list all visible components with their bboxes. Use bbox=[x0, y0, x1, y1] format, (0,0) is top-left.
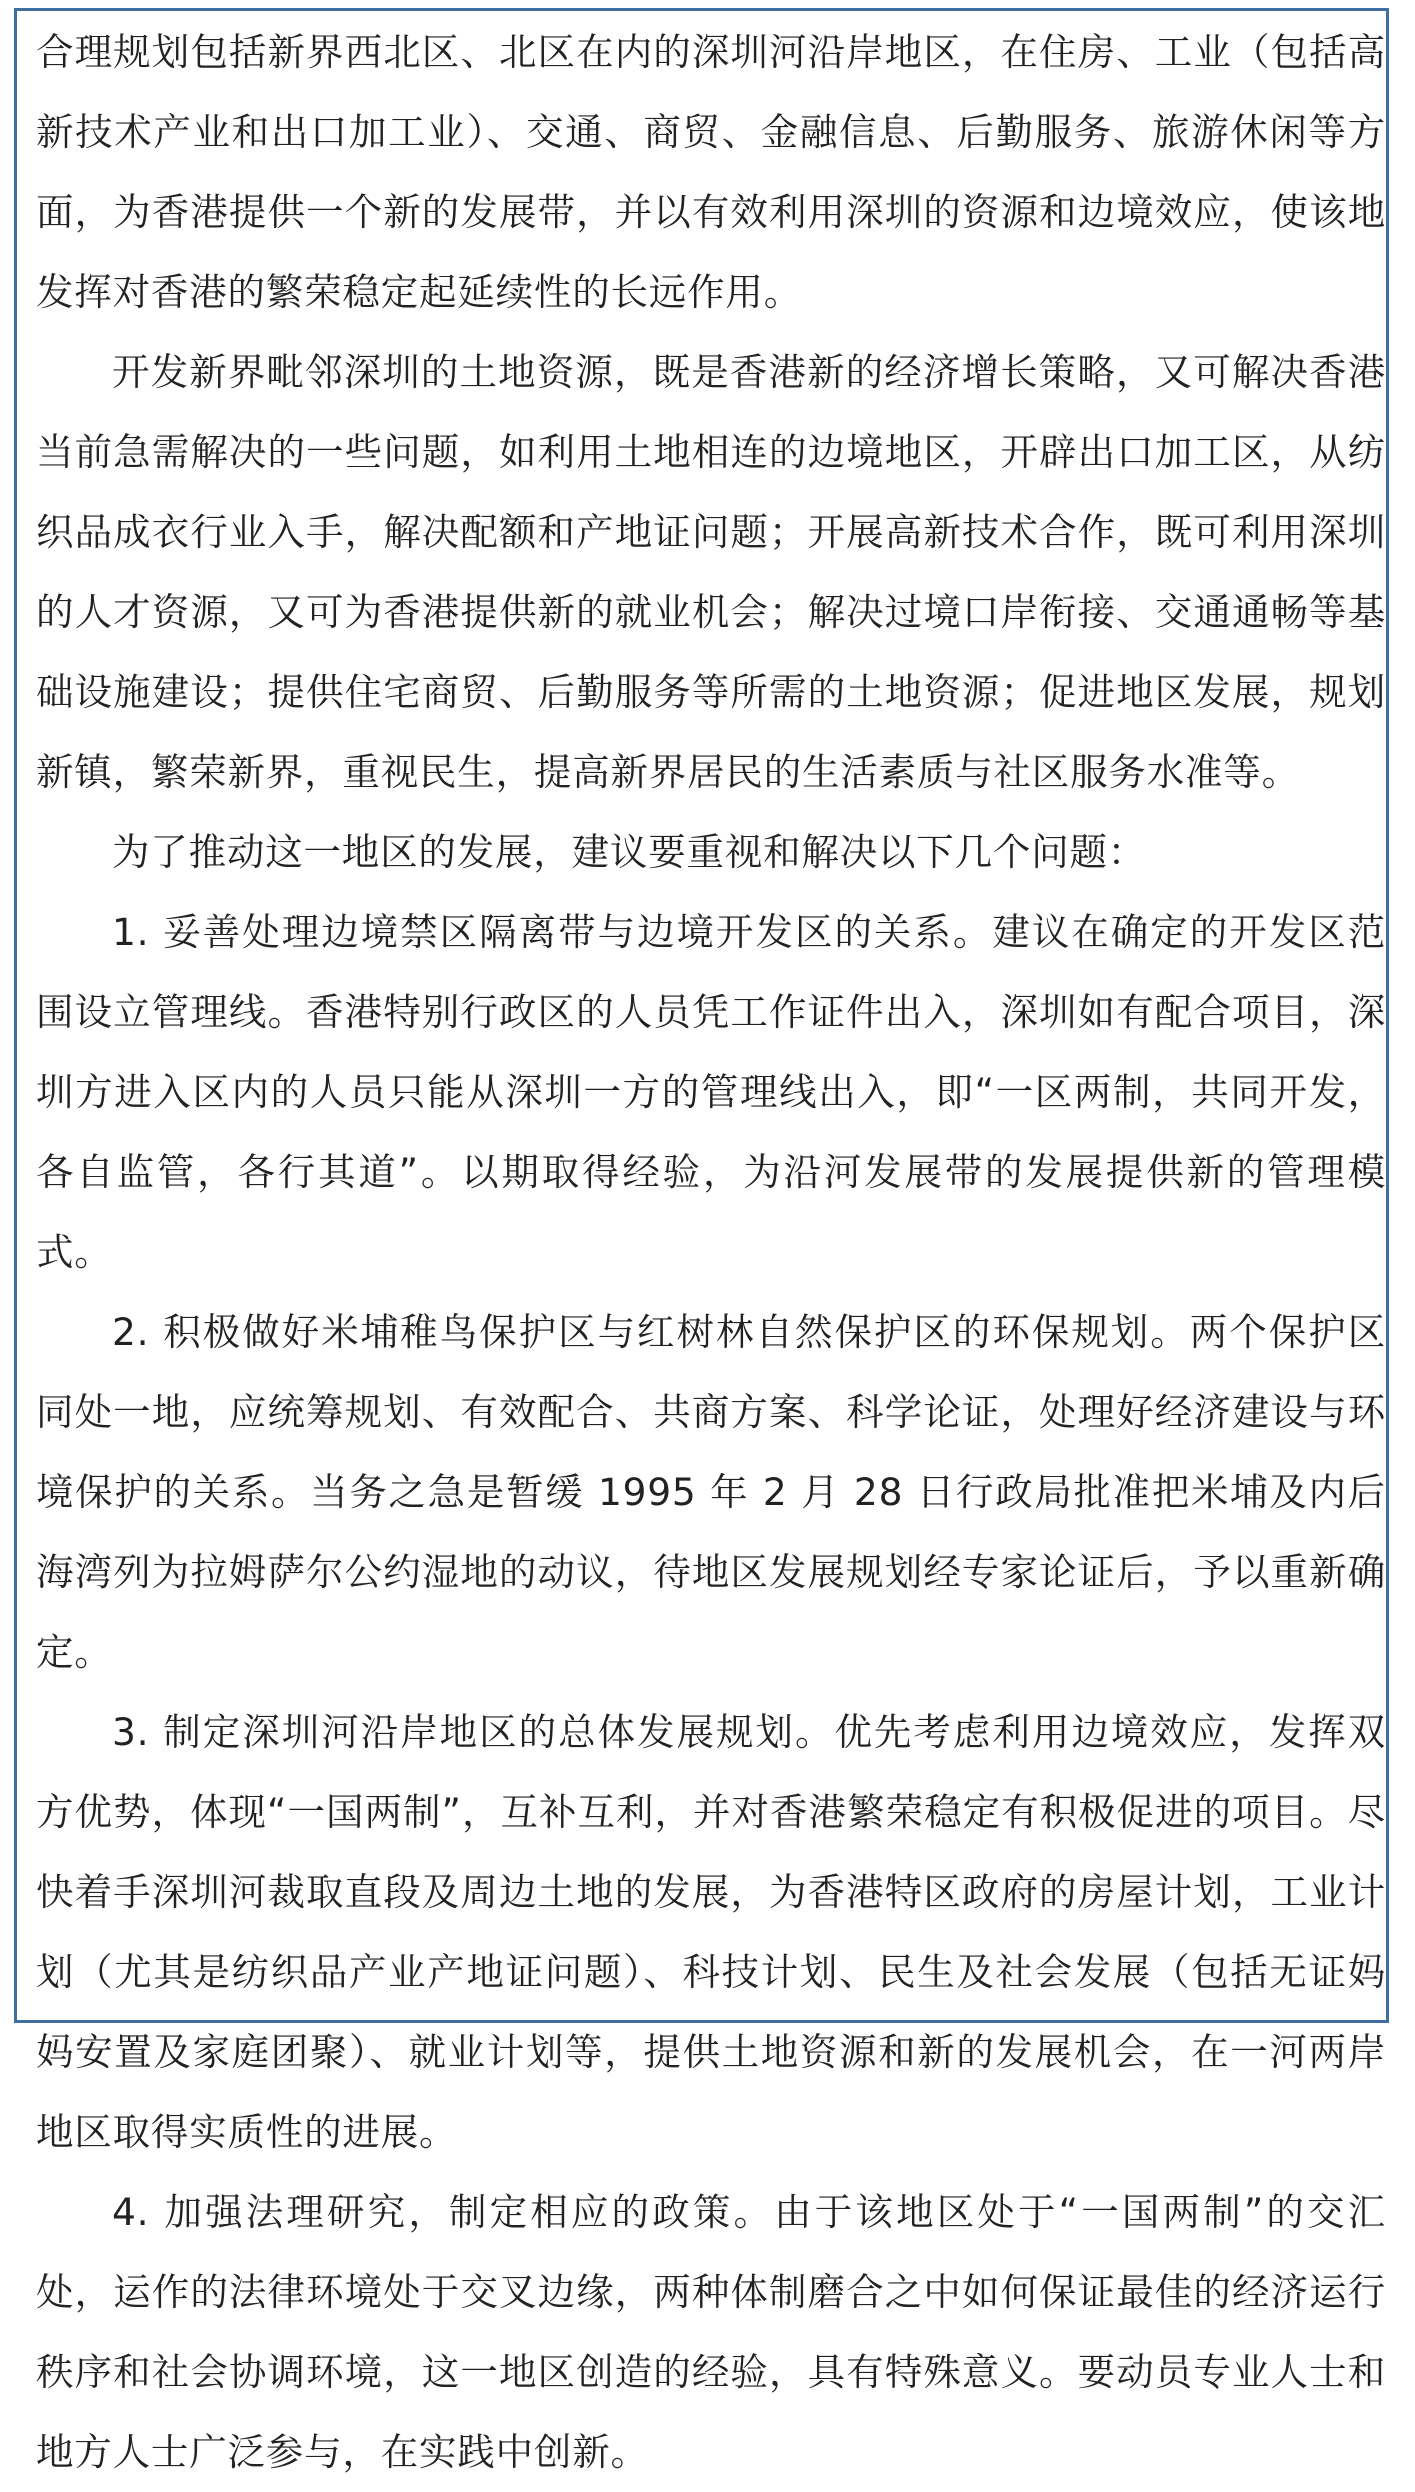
paragraph-issue-3: 3. 制定深圳河沿岸地区的总体发展规划。优先考虑利用边境效应，发挥双方优势，体现“一国两制”，互补互利，并对香港繁荣稳定有积极促进的项目。尽快着手深圳河裁取直段及周边土地的发展，为香港特区政府的房屋计划，工业计划（尤其是纺织品产业产地证问题）、科技计划、民生及社会发展（包括无证妈妈安置及家庭团聚）、就业计划等，提供土地资源和新的发展机会，在一河两岸地区取得实质性的进展。 bbox=[36, 1710, 1386, 2154]
paragraph-intro: 合理规划包括新界西北区、北区在内的深圳河沿岸地区，在住房、工业（包括高新技术产业和出口加工业）、交通、商贸、金融信息、后勤服务、旅游休闲等方面，为香港提供一个新的发展带，并以有效利用深圳的资源和边境效应，使该地发挥对香港的繁荣稳定起延续性的长远作用。 bbox=[36, 30, 1386, 314]
paragraph-issue-1: 1. 妥善处理边境禁区隔离带与边境开发区的关系。建议在确定的开发区范围设立管理线。香港特别行政区的人员凭工作证件出入，深圳如有配合项目，深圳方进入区内的人员只能从深圳一方的管理线出入，即“一区两制，共同开发，各自监管，各行其道”。以期取得经验，为沿河发展带的发展提供新的管理模式。 bbox=[36, 910, 1386, 1274]
paragraph-issues-lead: 为了推动这一地区的发展，建议要重视和解决以下几个问题： bbox=[112, 830, 1147, 874]
paragraph-land-development: 开发新界毗邻深圳的土地资源，既是香港新的经济增长策略，又可解决香港当前急需解决的一些问题，如利用土地相连的边境地区，开辟出口加工区，从纺织品成衣行业入手，解决配额和产地证问题；开展高新技术合作，既可利用深圳的人才资源，又可为香港提供新的就业机会；解决过境口岸衔接、交通通畅等基础设施建设；提供住宅商贸、后勤服务等所需的土地资源；促进地区发展，规划新镇，繁荣新界，重视民生，提高新界居民的生活素质与社区服务水准等。 bbox=[36, 350, 1386, 794]
paragraph-issue-4: 4. 加强法理研究，制定相应的政策。由于该地区处于“一国两制”的交汇处，运作的法律环境处于交叉边缘，两种体制磨合之中如何保证最佳的经济运行秩序和社会协调环境，这一地区创造的经验，具有特殊意义。要动员专业人士和地方人士广泛参与，在实践中创新。 bbox=[36, 2190, 1386, 2474]
document-body bbox=[36, 12, 1386, 2492]
paragraph-issue-2: 2. 积极做好米埔稚鸟保护区与红树林自然保护区的环保规划。两个保护区同处一地，应统筹规划、有效配合、共商方案、科学论证，处理好经济建设与环境保护的关系。当务之急是暂缓 1995 年 2 月 28 日行政局批准把米埔及内后海湾列为拉姆萨尔公约湿地的动议，待地区发展规划经专家论证后，予以重新确定。 bbox=[36, 1310, 1386, 1674]
